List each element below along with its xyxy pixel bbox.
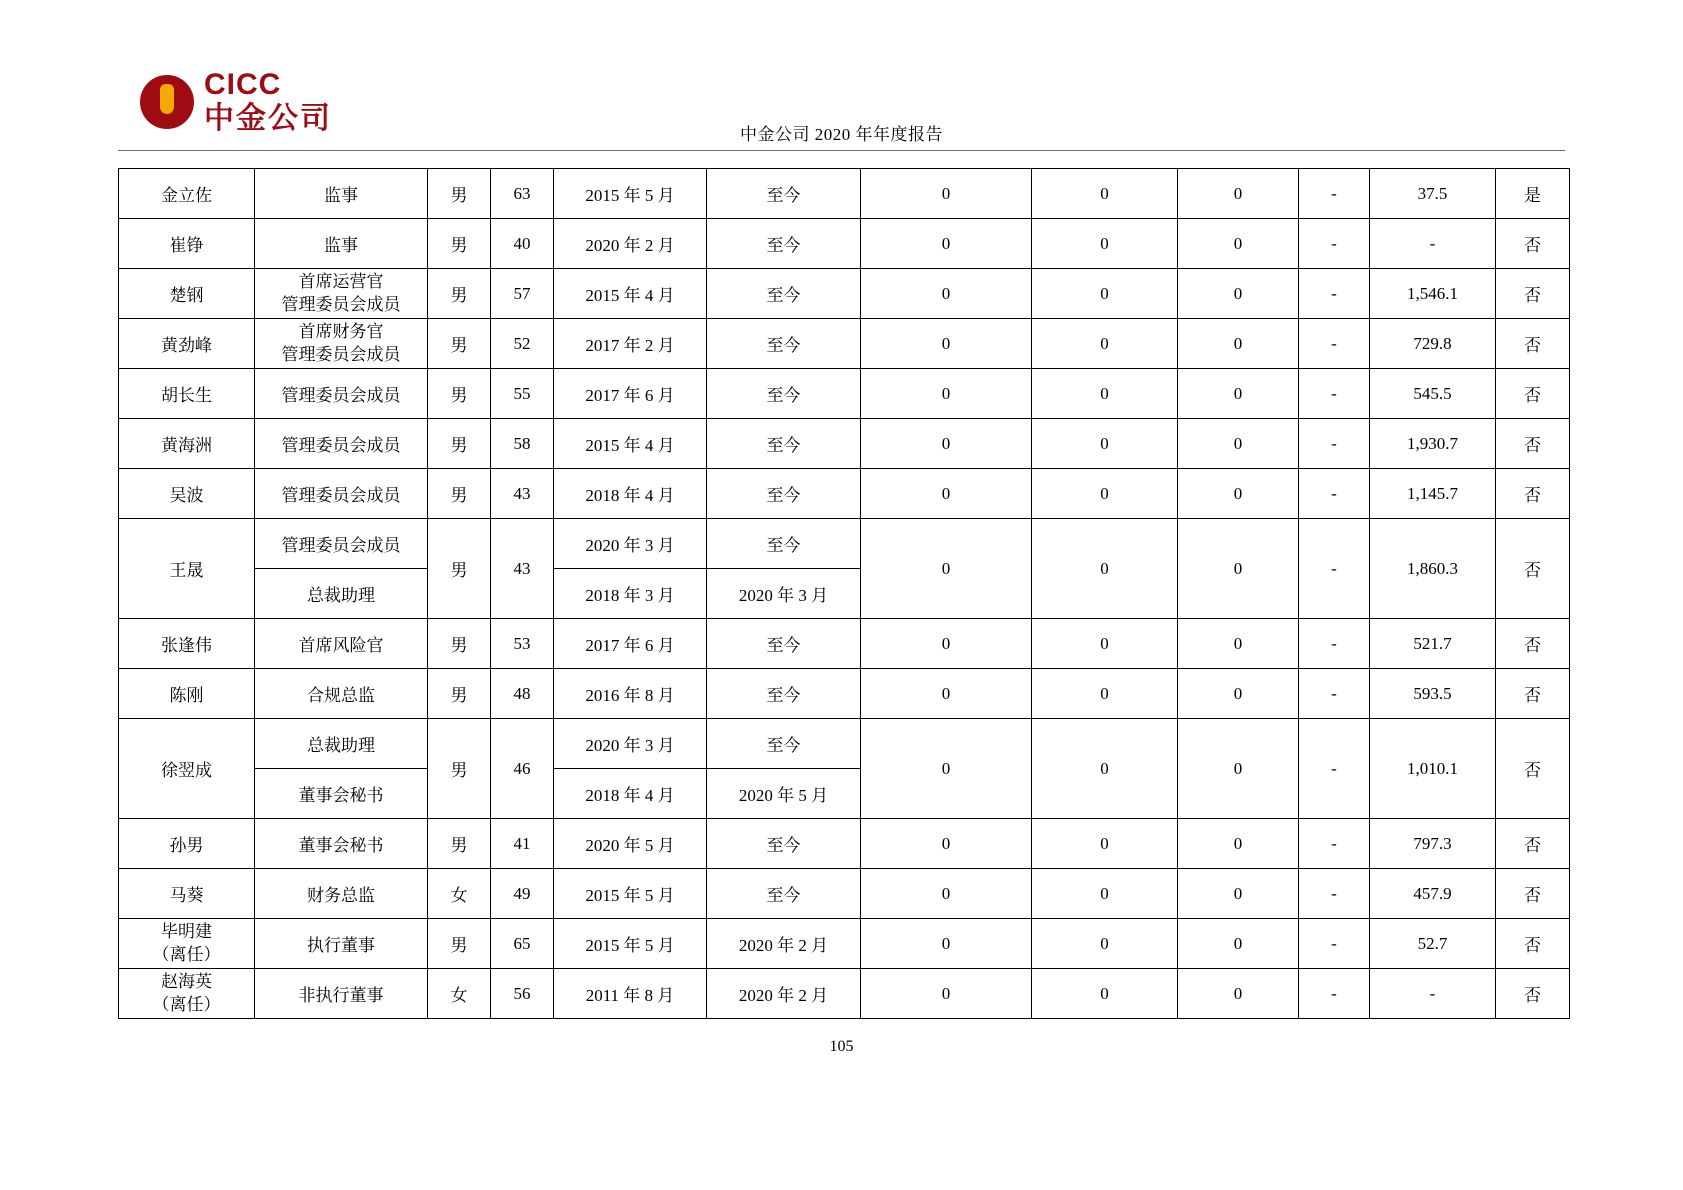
- cell-age: 40: [491, 219, 554, 269]
- cell-position: [255, 269, 428, 319]
- cell-shares-end: 0: [1032, 369, 1178, 419]
- cell-sex: 男: [428, 319, 491, 369]
- cell-sex: 男: [428, 669, 491, 719]
- cell-change-reason: -: [1299, 669, 1370, 719]
- cell-shares-begin: 0: [861, 519, 1032, 619]
- cell-shares-end: 0: [1032, 419, 1178, 469]
- cell-shares-change: 0: [1178, 719, 1299, 819]
- cell-shares-end: 0: [1032, 969, 1178, 1019]
- cell-shares-end: 0: [1032, 469, 1178, 519]
- cell-end-date: 至今: [707, 869, 861, 919]
- cell-position-line2: 管理委员会成员: [281, 344, 401, 364]
- cell-position: 管理委员会成员: [255, 369, 428, 419]
- cell-paid-by-shareholder: 否: [1496, 369, 1570, 419]
- cell-age: 43: [491, 469, 554, 519]
- cell-shares-change: 0: [1178, 369, 1299, 419]
- cell-paid-by-shareholder: 否: [1496, 969, 1570, 1019]
- cell-pay: 729.8: [1370, 319, 1496, 369]
- cell-change-reason: -: [1299, 419, 1370, 469]
- cell-start-date: 2015 年 5 月: [554, 919, 707, 969]
- cell-pay: -: [1370, 219, 1496, 269]
- cell-shares-end: 0: [1032, 919, 1178, 969]
- cell-shares-begin: 0: [861, 869, 1032, 919]
- cell-shares-begin: 0: [861, 269, 1032, 319]
- cell-start-date: 2020 年 3 月: [554, 519, 707, 569]
- cell-position: 管理委员会成员: [255, 469, 428, 519]
- cell-paid-by-shareholder: 否: [1496, 819, 1570, 869]
- page-number: 105: [829, 1038, 854, 1055]
- cell-pay: 545.5: [1370, 369, 1496, 419]
- cell-shares-end: 0: [1032, 219, 1178, 269]
- cell-shares-end: 0: [1032, 519, 1178, 619]
- cell-age: 65: [491, 919, 554, 969]
- cell-shares-begin: 0: [861, 469, 1032, 519]
- cell-start-date-secondary: 2018 年 3 月: [554, 569, 707, 619]
- cell-age: 58: [491, 419, 554, 469]
- cell-change-reason: -: [1299, 519, 1370, 619]
- officers-table-container: [118, 168, 1565, 1019]
- cell-paid-by-shareholder: 否: [1496, 869, 1570, 919]
- cell-start-date-secondary: 2018 年 4 月: [554, 769, 707, 819]
- cell-start-date: 2017 年 6 月: [554, 619, 707, 669]
- cell-name: 楚钢: [119, 269, 255, 319]
- cell-paid-by-shareholder: 否: [1496, 419, 1570, 469]
- cell-shares-end: 0: [1032, 819, 1178, 869]
- cell-age: 57: [491, 269, 554, 319]
- cell-shares-begin: 0: [861, 419, 1032, 469]
- cell-name: 崔铮: [119, 219, 255, 269]
- table-row: [119, 719, 1570, 769]
- cell-paid-by-shareholder: 否: [1496, 469, 1570, 519]
- cell-paid-by-shareholder: 否: [1496, 669, 1570, 719]
- brand-name-cn: 中金公司: [204, 102, 332, 135]
- cell-shares-end: 0: [1032, 619, 1178, 669]
- cell-name: 黄劲峰: [119, 319, 255, 369]
- cell-change-reason: -: [1299, 319, 1370, 369]
- cell-shares-change: 0: [1178, 419, 1299, 469]
- cell-paid-by-shareholder: 否: [1496, 219, 1570, 269]
- cell-shares-begin: 0: [861, 719, 1032, 819]
- cell-paid-by-shareholder: 否: [1496, 719, 1570, 819]
- cell-name: 徐翌成: [119, 719, 255, 819]
- table-row: [119, 469, 1570, 519]
- table-row: [119, 419, 1570, 469]
- cell-sex: 男: [428, 219, 491, 269]
- cell-start-date: 2015 年 5 月: [554, 169, 707, 219]
- cell-sex: 男: [428, 469, 491, 519]
- cell-position-secondary: 董事会秘书: [255, 769, 428, 819]
- cell-change-reason: -: [1299, 469, 1370, 519]
- cell-change-reason: -: [1299, 919, 1370, 969]
- cell-paid-by-shareholder: 否: [1496, 319, 1570, 369]
- cell-shares-begin: 0: [861, 969, 1032, 1019]
- cell-position-line1: 首席运营官: [298, 271, 384, 291]
- page-header: [0, 62, 1683, 152]
- cell-pay: 37.5: [1370, 169, 1496, 219]
- header-title: 中金公司 2020 年年度报告: [740, 125, 943, 144]
- cell-name: [119, 969, 255, 1019]
- cell-sex: 男: [428, 819, 491, 869]
- cell-end-date: 至今: [707, 219, 861, 269]
- cell-position: 董事会秘书: [255, 819, 428, 869]
- table-row: [119, 969, 1570, 1019]
- cell-start-date: 2011 年 8 月: [554, 969, 707, 1019]
- cell-shares-end: 0: [1032, 319, 1178, 369]
- cell-shares-change: 0: [1178, 919, 1299, 969]
- cell-sex: 男: [428, 519, 491, 619]
- cell-pay: -: [1370, 969, 1496, 1019]
- cell-sex: 男: [428, 269, 491, 319]
- cell-age: 63: [491, 169, 554, 219]
- cell-shares-end: 0: [1032, 169, 1178, 219]
- cell-end-date: 至今: [707, 619, 861, 669]
- cell-age: 49: [491, 869, 554, 919]
- cell-shares-change: 0: [1178, 469, 1299, 519]
- cell-age: 43: [491, 519, 554, 619]
- cell-position: 监事: [255, 219, 428, 269]
- cell-pay: 1,010.1: [1370, 719, 1496, 819]
- cell-name: 马葵: [119, 869, 255, 919]
- cell-start-date: 2020 年 5 月: [554, 819, 707, 869]
- cell-position: 首席风险官: [255, 619, 428, 669]
- cell-shares-begin: 0: [861, 219, 1032, 269]
- cell-change-reason: -: [1299, 169, 1370, 219]
- cell-paid-by-shareholder: 否: [1496, 519, 1570, 619]
- cell-paid-by-shareholder: 否: [1496, 619, 1570, 669]
- table-row: [119, 919, 1570, 969]
- cell-end-date: 至今: [707, 369, 861, 419]
- cell-sex: 男: [428, 169, 491, 219]
- cell-end-date: 至今: [707, 819, 861, 869]
- table-row: [119, 169, 1570, 219]
- cell-shares-begin: 0: [861, 819, 1032, 869]
- cell-end-date-secondary: 2020 年 5 月: [707, 769, 861, 819]
- cell-position: [255, 319, 428, 369]
- cell-paid-by-shareholder: 否: [1496, 269, 1570, 319]
- cell-shares-begin: 0: [861, 669, 1032, 719]
- cell-shares-begin: 0: [861, 319, 1032, 369]
- table-row: [119, 219, 1570, 269]
- cell-sex: 男: [428, 919, 491, 969]
- cell-pay: 521.7: [1370, 619, 1496, 669]
- header-divider: [118, 150, 1565, 151]
- table-row: [119, 269, 1570, 319]
- cell-change-reason: -: [1299, 269, 1370, 319]
- cell-start-date: 2017 年 6 月: [554, 369, 707, 419]
- cell-shares-change: 0: [1178, 669, 1299, 719]
- cell-sex: 男: [428, 419, 491, 469]
- table-row: [119, 669, 1570, 719]
- cell-shares-change: 0: [1178, 219, 1299, 269]
- cell-shares-change: 0: [1178, 869, 1299, 919]
- table-row: [119, 369, 1570, 419]
- cell-sex: 男: [428, 719, 491, 819]
- cell-position-line2: 管理委员会成员: [281, 294, 401, 314]
- cell-position-line1: 首席财务官: [298, 321, 384, 341]
- cell-change-reason: -: [1299, 719, 1370, 819]
- cell-end-date: 至今: [707, 719, 861, 769]
- officers-table: [118, 168, 1570, 1019]
- cell-pay: 1,145.7: [1370, 469, 1496, 519]
- cell-name: [119, 919, 255, 969]
- cell-shares-end: 0: [1032, 869, 1178, 919]
- cell-change-reason: -: [1299, 969, 1370, 1019]
- table-row: [119, 819, 1570, 869]
- cell-position: 管理委员会成员: [255, 519, 428, 569]
- cell-shares-change: 0: [1178, 619, 1299, 669]
- cell-shares-begin: 0: [861, 619, 1032, 669]
- cell-name: 王晟: [119, 519, 255, 619]
- cell-position: 管理委员会成员: [255, 419, 428, 469]
- cell-name: 胡长生: [119, 369, 255, 419]
- cell-end-date: 至今: [707, 419, 861, 469]
- cell-shares-end: 0: [1032, 269, 1178, 319]
- cell-end-date-secondary: 2020 年 3 月: [707, 569, 861, 619]
- cell-start-date: 2016 年 8 月: [554, 669, 707, 719]
- cell-age: 52: [491, 319, 554, 369]
- cell-shares-begin: 0: [861, 169, 1032, 219]
- cell-change-reason: -: [1299, 619, 1370, 669]
- cell-position: 非执行董事: [255, 969, 428, 1019]
- cell-shares-change: 0: [1178, 169, 1299, 219]
- cell-sex: 男: [428, 369, 491, 419]
- cell-start-date: 2017 年 2 月: [554, 319, 707, 369]
- cell-sex: 女: [428, 969, 491, 1019]
- table-row: [119, 619, 1570, 669]
- cell-start-date: 2015 年 4 月: [554, 269, 707, 319]
- cell-name: 张逢伟: [119, 619, 255, 669]
- cell-shares-begin: 0: [861, 919, 1032, 969]
- cell-age: 53: [491, 619, 554, 669]
- cell-name-line2: （离任）: [152, 944, 221, 964]
- cell-age: 56: [491, 969, 554, 1019]
- cell-pay: 457.9: [1370, 869, 1496, 919]
- cell-position-secondary: 总裁助理: [255, 569, 428, 619]
- cell-shares-change: 0: [1178, 969, 1299, 1019]
- table-row: [119, 519, 1570, 569]
- cell-change-reason: -: [1299, 369, 1370, 419]
- cell-name-line2: （离任）: [152, 994, 221, 1014]
- cell-shares-change: 0: [1178, 269, 1299, 319]
- cell-end-date: 至今: [707, 269, 861, 319]
- cell-age: 41: [491, 819, 554, 869]
- cell-position: 财务总监: [255, 869, 428, 919]
- cell-change-reason: -: [1299, 819, 1370, 869]
- cell-pay: 1,930.7: [1370, 419, 1496, 469]
- cell-paid-by-shareholder: 是: [1496, 169, 1570, 219]
- cell-shares-end: 0: [1032, 719, 1178, 819]
- table-row: [119, 869, 1570, 919]
- cell-pay: 593.5: [1370, 669, 1496, 719]
- cell-name: 陈刚: [119, 669, 255, 719]
- cell-end-date: 至今: [707, 169, 861, 219]
- cell-shares-begin: 0: [861, 369, 1032, 419]
- cell-end-date: 至今: [707, 519, 861, 569]
- cell-sex: 女: [428, 869, 491, 919]
- cell-end-date: 2020 年 2 月: [707, 969, 861, 1019]
- cell-name-line1: 毕明建: [161, 921, 212, 941]
- cell-pay: 1,546.1: [1370, 269, 1496, 319]
- cell-sex: 男: [428, 619, 491, 669]
- table-row: [119, 319, 1570, 369]
- cell-age: 48: [491, 669, 554, 719]
- cell-pay: 797.3: [1370, 819, 1496, 869]
- cell-paid-by-shareholder: 否: [1496, 919, 1570, 969]
- cell-position: 执行董事: [255, 919, 428, 969]
- cell-shares-end: 0: [1032, 669, 1178, 719]
- cell-start-date: 2018 年 4 月: [554, 469, 707, 519]
- cell-name: 黄海洲: [119, 419, 255, 469]
- cell-end-date: 至今: [707, 669, 861, 719]
- cell-shares-change: 0: [1178, 819, 1299, 869]
- cell-pay: 1,860.3: [1370, 519, 1496, 619]
- cell-end-date: 至今: [707, 319, 861, 369]
- cell-end-date: 至今: [707, 469, 861, 519]
- cell-name: 吴波: [119, 469, 255, 519]
- cell-change-reason: -: [1299, 869, 1370, 919]
- cell-name-line1: 赵海英: [161, 971, 212, 991]
- cell-position: 监事: [255, 169, 428, 219]
- cell-start-date: 2020 年 2 月: [554, 219, 707, 269]
- cell-position: 总裁助理: [255, 719, 428, 769]
- cell-position: 合规总监: [255, 669, 428, 719]
- cell-name: 金立佐: [119, 169, 255, 219]
- cell-shares-change: 0: [1178, 319, 1299, 369]
- cell-change-reason: -: [1299, 219, 1370, 269]
- cell-pay: 52.7: [1370, 919, 1496, 969]
- cell-end-date: 2020 年 2 月: [707, 919, 861, 969]
- cell-age: 55: [491, 369, 554, 419]
- brand-name-en: CICC: [204, 68, 282, 101]
- cell-start-date: 2015 年 5 月: [554, 869, 707, 919]
- cell-name: 孙男: [119, 819, 255, 869]
- cell-age: 46: [491, 719, 554, 819]
- cell-start-date: 2020 年 3 月: [554, 719, 707, 769]
- cell-shares-change: 0: [1178, 519, 1299, 619]
- cell-start-date: 2015 年 4 月: [554, 419, 707, 469]
